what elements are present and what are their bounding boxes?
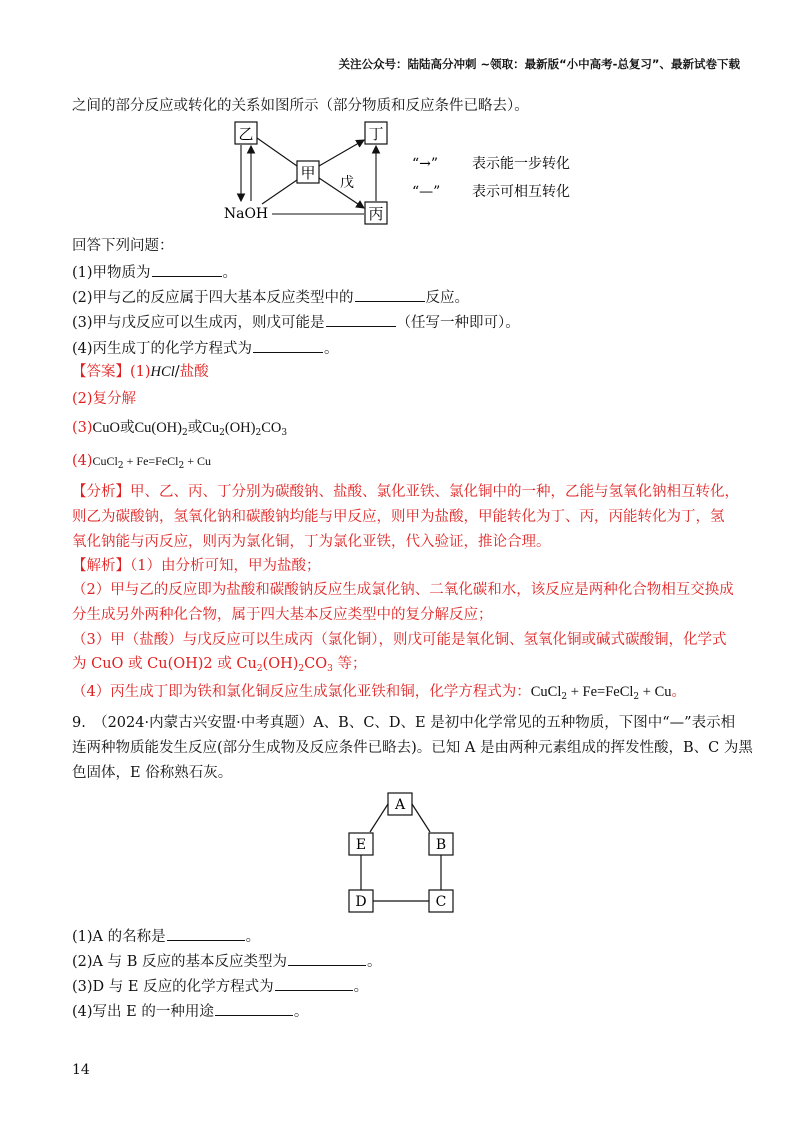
explain-line-1: 【解析】（1）由分析可知，甲为盐酸； [72,558,321,574]
q9-item-1: (1)A 的名称是 。 [72,926,260,947]
q8-item-4: (4)丙生成丁的化学方程式为 。 [72,338,339,359]
explain-line-2: （2）甲与乙的反应即为盐酸和碳酸钠反应生成氯化钠、二氧化碳和水，该反应是两种化合物相互交换成 [72,582,734,598]
answer-2: (2)复分解 [72,391,137,407]
page-number: 14 [72,1062,90,1078]
analysis-line-2: 则乙为碳酸钠，氢氧化钠和碳酸钠均能与甲反应，则甲为盐酸，甲能转化为丁、丙，丙能转化为丁，氢 [72,509,725,525]
link-naoh-jia [262,180,297,204]
analysis-line-3: 氧化钠能与丙反应，则丙为氯化铜，丁为氯化亚铁，代入验证，推论合理。 [72,534,551,550]
legend-line-text: 表示可相互转化 [472,184,570,200]
q9-item-4: (4)写出 E 的一种用途 。 [72,1001,308,1022]
explain-line-3: 分生成另外两种化合物，属于四大基本反应类型中的复分解反应； [72,607,493,623]
reaction-diagram-2 [330,780,470,920]
link-a-e [370,804,388,832]
q9-item-2: (2)A 与 B 反应的基本反应类型为 。 [72,951,382,972]
intro-text: 之间的部分反应或转化的关系如图所示（部分物质和反应条件已略去）。 [72,98,529,114]
node-wu: 戊 [340,175,354,191]
answer-3: (3)CuO或$Cu(OH)_2$或$Cu_2(OH)_2CO_3$ [72,420,288,438]
q8-item-1: (1)甲物质为 。 [72,262,237,283]
answer-4: (4)CuCl$_2$ + Fe=FeCl$_2$ + Cu [72,453,212,471]
legend-line-symbol: “—” [412,184,441,200]
answer-1: 【答案】(1)HCl/盐酸 [72,364,209,380]
explain-line-4: （3）甲（盐酸）与戊反应可以生成丙（氯化铜），则戊可能是氧化铜、氢氧化铜或碱式碳酸铜，化学式 [72,632,727,648]
q9-line-1: 9. （2024·内蒙古兴安盟·中考真题）A、B、C、D、E 是初中化学常见的五种物质，下图中“—”表示相 [72,715,736,731]
node-ding: 丁 [368,125,384,143]
reaction-diagram-1 [200,116,620,228]
q8-item-2: (2)甲与乙的反应属于四大基本反应类型中的 反应。 [72,287,469,308]
q9-item-3: (3)D 与 E 反应的化学方程式为 。 [72,976,368,997]
q9-line-2: 连两种物质能发生反应(部分生成物及反应条件已略去)。已知 A 是由两种元素组成的挥发性酸，B、C 为黑 [72,740,753,756]
link-a-b [412,804,430,832]
explain-line-6: （4）丙生成丁即为铁和氯化铜反应生成氯化亚铁和铜，化学方程式为：CuCl$_2$ + Fe=FeCl$_2$ + Cu。 [72,684,686,702]
node-b: B [435,837,447,853]
link-jia-ding [319,140,364,166]
node-c: C [435,894,447,910]
legend-arrow-text: 表示能一步转化 [472,156,570,172]
q8-item-3: (3)甲与戊反应可以生成丙，则戊可能是 （任写一种即可）。 [72,312,520,333]
legend-arrow-symbol: “→” [412,156,439,172]
node-e: E [355,837,367,853]
node-a: A [394,797,406,813]
node-jia: 甲 [300,164,316,182]
link-yi-jia [257,138,297,166]
node-d: D [355,894,367,910]
analysis-line-1: 【分析】甲、乙、丙、丁分别为碳酸钠、盐酸、氯化亚铁、氯化铜中的一种，乙能与氢氧化钠相互转化， [72,484,739,500]
node-yi: 乙 [238,125,254,143]
q8-intro: 回答下列问题： [72,238,174,254]
node-naoh: NaOH [223,206,269,222]
page-header: 关注公众号：陆陆高分冲刺 ~领取：最新版“小中高考-总复习”、最新试卷下载 [338,57,740,71]
explain-line-5: 为 CuO 或 Cu(OH)2 或 $Cu_2(OH)_2CO_3$ 等； [72,656,367,674]
q9-line-3: 色固体，E 俗称熟石灰。 [72,765,233,781]
node-bing: 丙 [368,205,384,223]
